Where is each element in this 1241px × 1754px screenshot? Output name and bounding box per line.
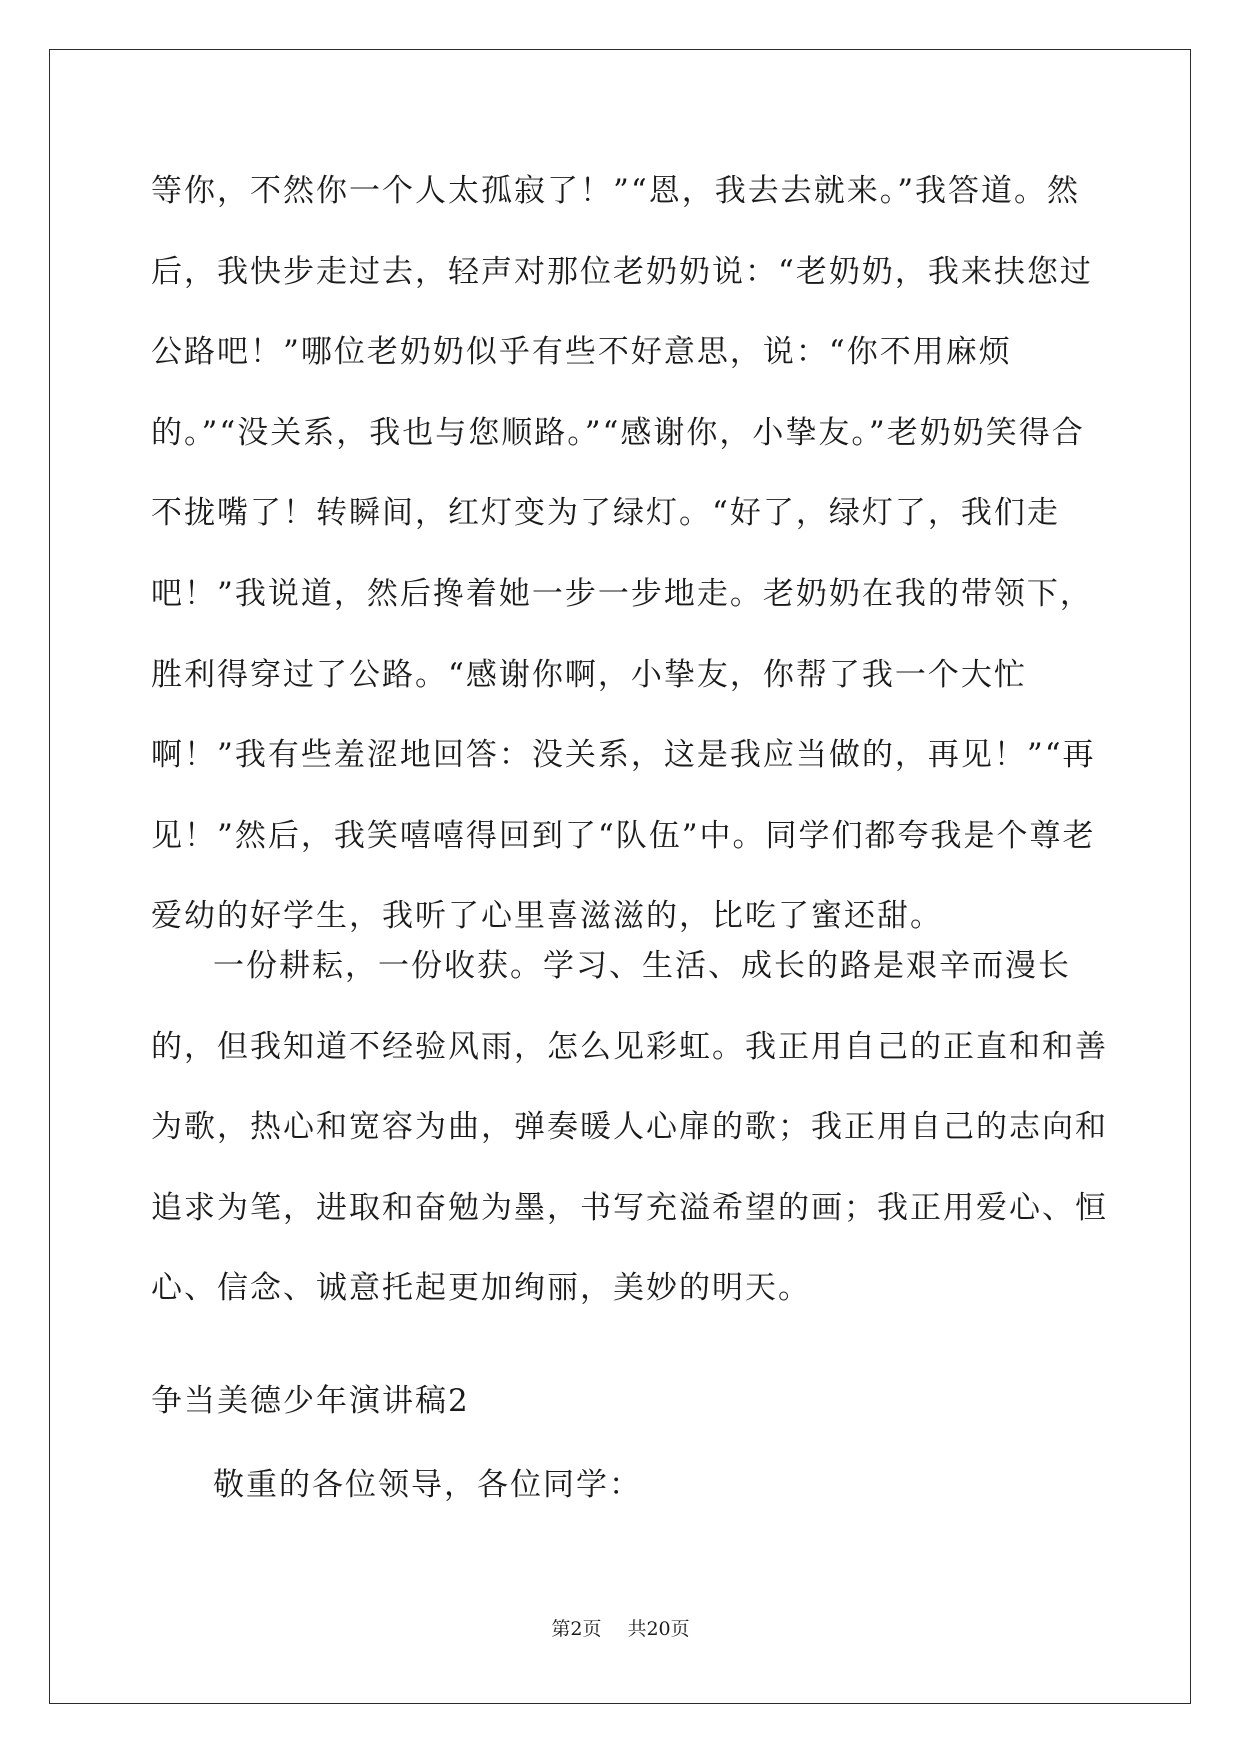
body-paragraph-1: 等你，不然你一个人太孤寂了！”“恩，我去去就来。”我答道。然后，我快步走过去，轻声对那位老奶奶说：“老奶奶，我来扶您过公路吧！”哪位老奶奶似乎有些不好意思，说：“你不用麻烦的。”“没关系，我也与您顺路。”“感谢你，小挚友。”老奶奶笑得合不拢嘴了！转瞬间，红灯变为了绿灯。“好了，绿灯了，我们走吧！”我说道，然后搀着她一步一步地走。老奶奶在我的带领下，胜利得穿过了公路。“感谢你啊，小挚友，你帮了我一个大忙啊！”我有些羞涩地回答：没关系，这是我应当做的，再见！”“再见！”然后，我笑嘻嘻得回到了“队伍”中。同学们都夸我是个尊老爱幼的好学生，我听了心里喜滋滋的，比吃了蜜还甜。: [151, 173, 1096, 935]
page-number: 第2页: [551, 1618, 602, 1640]
page-total: 共20页: [627, 1618, 690, 1640]
page-footer: [0, 1617, 1241, 1641]
section-title: 争当美德少年演讲稿2: [151, 1383, 470, 1419]
salutation: 敬重的各位领导，各位同学：: [213, 1467, 642, 1503]
body-paragraph-2: 一份耕耘，一份收获。学习、生活、成长的路是艰辛而漫长的，但我知道不经验风雨，怎么见彩虹。我正用自己的正直和和善为歌，热心和宽容为曲，弹奏暖人心扉的歌；我正用自己的志向和追求为笔，进取和奋勉为墨，书写充溢希望的画；我正用爱心、恒心、信念、诚意托起更加绚丽，美妙的明天。: [151, 948, 1108, 1307]
